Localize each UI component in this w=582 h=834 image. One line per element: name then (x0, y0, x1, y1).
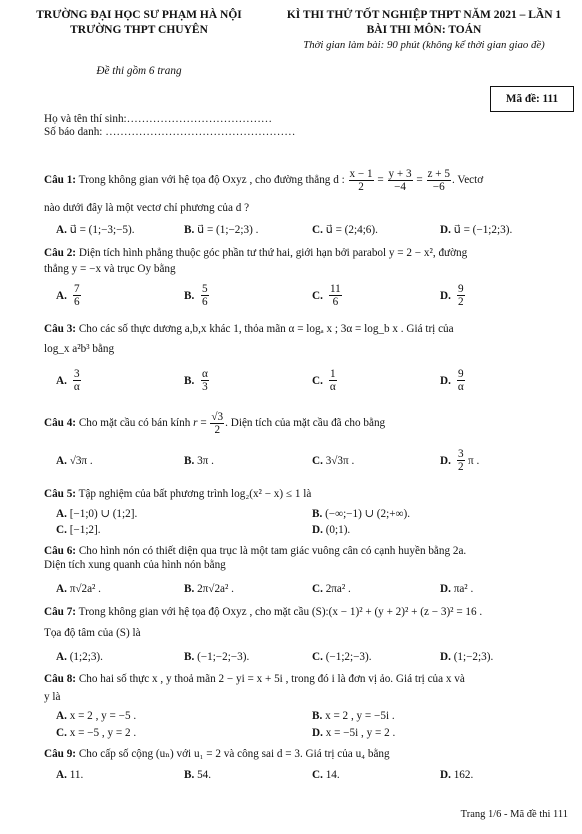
exam-title: KÌ THI THỬ TỐT NGHIỆP THPT NĂM 2021 – LẦN 1 (286, 9, 562, 21)
school-name: TRƯỜNG ĐẠI HỌC SƯ PHẠM HÀ NỘI (36, 9, 242, 21)
option-d: πa² . (453, 583, 474, 595)
option-b: (−∞;−1) ∪ (2;+∞). (325, 508, 411, 520)
answer-options: A. π√2a² . B. 2π√2a² . C. 2πa² . D. πa² . (56, 583, 474, 595)
option-c: $\frac{1}{\alpha}$ (329, 368, 336, 393)
fraction: $\frac{x - 1}{2}$ (349, 168, 373, 193)
option-b: $\frac{5}{6}$ (202, 283, 208, 308)
option-a: $\frac{7}{6}$ (74, 283, 80, 308)
option-d: u⃗ = (−1;2;3). (453, 224, 513, 236)
question-text-line2: y là (44, 691, 61, 703)
option-a: π√2a² . (69, 583, 101, 595)
question-label: Câu 1: (44, 174, 77, 187)
option-d: $\frac{9}{2}$ (458, 283, 464, 308)
question-5: Câu 5: Tập nghiệm của bất phương trình log₂(x² − x) ≤ 1 là (44, 488, 312, 500)
fraction: $\frac{z + 5}{-6}$ (427, 168, 450, 193)
exam-header (274, 8, 574, 53)
answer-options: A. $\frac{7}{6}$ B. $\frac{5}{6}$ C. $\frac{11}{6}$ D. $\frac{9}{2}$ (56, 283, 464, 308)
option-c: $\frac{11}{6}$ (330, 283, 341, 308)
option-c: 2πa² . (325, 583, 351, 595)
option-d: 162. (453, 769, 474, 781)
option-a: u⃗ = (1;−3;−5). (69, 224, 135, 236)
question-9: Câu 9: Cho cấp số cộng (uₙ) với u₁ = 2 và công sai d = 3. Giá trị của u₄ bằng (44, 748, 390, 760)
option-b: (−1;−2;−3). (197, 651, 250, 663)
option-d: x = −5i , y = 2 . (325, 727, 396, 739)
question-3: Câu 3: Cho các số thực dương a,b,x khác 1, thỏa mãn α = logₐ x ; 3α = log_b x . Giá trị của (44, 323, 454, 335)
answer-options: A. u⃗ = (1;−3;−5). B. u⃗ = (1;−2;3) . C. u⃗ = (2;4;6). D. u⃗ = (−1;2;3). (56, 224, 513, 236)
answer-options: A. √3π . B. 3π . C. 3√3π . D. $\frac{3}{2}$ π . (56, 448, 480, 473)
option-d: (1;−2;3). (453, 651, 494, 663)
candidate-id: Số báo danh: …………………………………………… (44, 126, 296, 138)
answer-options: A. 11. B. 54. C. 14. D. 162. (56, 769, 474, 781)
department-name: TRƯỜNG THPT CHUYÊN (70, 24, 208, 36)
option-a: x = 2 , y = −5 . (69, 710, 137, 722)
option-c: 3√3π . (325, 455, 355, 467)
option-b: x = 2 , y = −5i . (325, 710, 395, 722)
answer-options: C. [−1;2]. D. (0;1). (56, 524, 351, 536)
answer-options: A. $\frac{3}{\alpha}$ B. $\frac{\alpha}{3}$ C. $\frac{1}{\alpha}$ D. $\frac{9}{\alpha}$ (56, 368, 464, 393)
question-text-line2: nào dưới đây là một vectơ chỉ phương của d ? (44, 202, 250, 214)
option-b: 3π . (197, 455, 214, 467)
option-c: x = −5 , y = 2 . (69, 727, 137, 739)
question-text: Trong không gian với hệ tọa độ Oxyz , cho đường thẳng d : (78, 174, 345, 187)
exam-time: Thời gian làm bài: 90 phút (không kể thời gian giao đề) (303, 39, 545, 51)
answer-options: A. (1;2;3). B. (−1;−2;−3). C. (−1;2;−3). D. (1;−2;3). (56, 651, 494, 663)
option-b: $\frac{\alpha}{3}$ (202, 368, 208, 393)
question-2: Câu 2: Diện tích hình phẳng thuộc góc phần tư thứ hai, giới hạn bởi parabol y = 2 − x², đường (44, 247, 468, 259)
candidate-name: Họ và tên thí sinh:………………………………… (44, 113, 273, 125)
fraction: $\frac{y + 3}{-4}$ (388, 168, 412, 193)
option-c: u⃗ = (2;4;6). (325, 224, 378, 236)
question-7: Câu 7: Trong không gian với hệ tọa độ Oxyz , cho mặt cầu (S):(x − 1)² + (y + 2)² + (z − 3)² = 16 . (44, 606, 483, 618)
school-header (14, 8, 264, 38)
option-a: $\frac{3}{\alpha}$ (73, 368, 80, 393)
option-b: u⃗ = (1;−2;3) . (197, 224, 259, 236)
answer-options: A. [−1;0) ∪ (1;2]. B. (−∞;−1) ∪ (2;+∞). (56, 508, 411, 520)
question-8: Câu 8: Cho hai số thực x , y thoả mãn 2 − yi = x + 5i , trong đó i là đơn vị ảo. Giá trị của x và (44, 673, 465, 685)
page-footer: Trang 1/6 - Mã đề thi 111 (460, 809, 568, 820)
exam-subject: BÀI THI MÔN: TOÁN (366, 24, 482, 36)
option-b: 54. (197, 769, 212, 781)
option-a: [−1;0) ∪ (1;2]. (69, 508, 138, 520)
question-text-line2: Diện tích xung quanh của hình nón bằng (44, 559, 226, 571)
answer-options: C. x = −5 , y = 2 . D. x = −5i , y = 2 . (56, 727, 396, 739)
question-1: Câu 1: Trong không gian với hệ tọa độ Oxyz , cho đường thẳng d : $\frac{x - 1}{2}$ = $\frac{y + 3}{-4}$ = $\frac{z + 5}{-6}$ . Vectơ (44, 168, 484, 193)
question-4: Câu 4: Cho mặt cầu có bán kính r = $\frac{√3}{2}$ . Diện tích của mặt cầu đã cho bằng (44, 411, 386, 436)
question-text-line2: Tọa độ tâm của (S) là (44, 627, 141, 639)
option-c: (−1;2;−3). (325, 651, 372, 663)
option-d: (0;1). (325, 524, 351, 536)
option-d: $\frac{3}{2}$ (458, 448, 464, 473)
question-text-line2: log_x a²b³ bằng (44, 343, 115, 355)
option-c: 14. (325, 769, 340, 781)
question-6: Câu 6: Cho hình nón có thiết diện qua trục là một tam giác vuông cân có cạnh huyền bằng 2a. (44, 545, 467, 557)
option-d: $\frac{9}{\alpha}$ (457, 368, 464, 393)
answer-options: A. x = 2 , y = −5 . B. x = 2 , y = −5i . (56, 710, 395, 722)
option-a: (1;2;3). (69, 651, 103, 663)
exam-code-box: Mã đề: 111 (490, 86, 574, 112)
option-b: 2π√2a² . (197, 583, 234, 595)
page-count: Đề thi gồm 6 trang (96, 65, 182, 77)
question-text-line2: thẳng y = −x và trục Oy bằng (44, 263, 176, 275)
option-a: √3π . (69, 455, 93, 467)
option-c: [−1;2]. (69, 524, 101, 536)
option-a: 11. (69, 769, 84, 781)
